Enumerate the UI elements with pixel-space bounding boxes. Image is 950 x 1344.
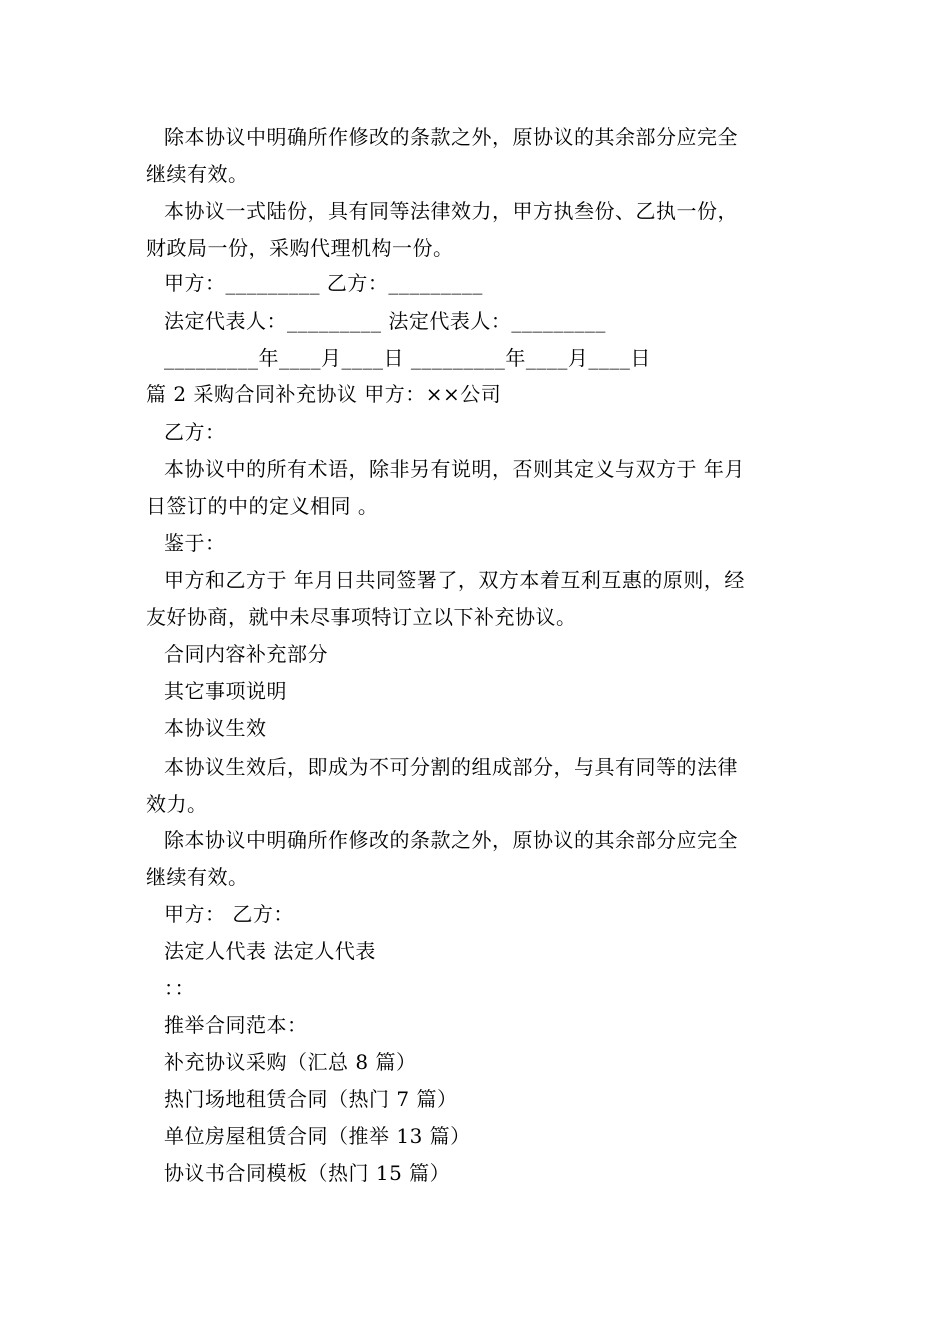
paragraph-line: 其它事项说明	[164, 679, 287, 703]
paragraph-line: 本协议一式陆份，具有同等法律效力，甲方执叁份、乙执一份，	[164, 199, 738, 223]
paragraph-line: 日签订的中的定义相同 。	[146, 494, 379, 518]
paragraph-line: 除本协议中明确所作修改的条款之外，原协议的其余部分应完全	[164, 125, 738, 149]
paragraph-line: 本协议生效后，即成为不可分割的组成部分，与具有同等的法律	[164, 755, 738, 779]
recommend-link[interactable]: 单位房屋租赁合同（推举 13 篇）	[164, 1124, 471, 1148]
paragraph-line: 财政局一份，采购代理机构一份。	[146, 236, 454, 260]
paragraph-line: 乙方：	[164, 420, 226, 444]
recommend-link[interactable]: 热门场地租赁合同（热门 7 篇）	[164, 1087, 458, 1111]
paragraph-line: 甲方和乙方于 年月日共同签署了，双方本着互利互惠的原则，经	[164, 568, 745, 592]
signature-line: 甲方： 乙方：	[164, 902, 294, 926]
paragraph-line: 效力。	[146, 792, 208, 816]
paragraph-line: 继续有效。	[146, 865, 249, 889]
recommend-heading: 推举合同范本：	[164, 1013, 308, 1037]
signature-line: 法定代表人：_________ 法定代表人：_________	[164, 309, 606, 333]
date-line: _________年____月____日 _________年____月____日	[164, 346, 651, 370]
recommend-link[interactable]: 补充协议采购（汇总 8 篇）	[164, 1050, 417, 1074]
paragraph-line: 鉴于：	[164, 531, 226, 555]
paragraph-line: 本协议中的所有术语，除非另有说明，否则其定义与双方于 年月	[164, 457, 745, 481]
paragraph-line: 继续有效。	[146, 162, 249, 186]
signature-line: 甲方：_________ 乙方：_________	[164, 271, 483, 295]
signature-line: ：：	[164, 976, 195, 1000]
paragraph-line: 本协议生效	[164, 716, 267, 740]
paragraph-line: 友好协商，就中未尽事项特订立以下补充协议。	[146, 605, 577, 629]
signature-line: 法定人代表 法定人代表	[164, 939, 376, 963]
paragraph-line: 合同内容补充部分	[164, 642, 328, 666]
recommend-link[interactable]: 协议书合同模板（热门 15 篇）	[164, 1161, 451, 1185]
paragraph-line: 除本协议中明确所作修改的条款之外，原协议的其余部分应完全	[164, 828, 738, 852]
section-heading: 篇 2 采购合同补充协议 甲方：××公司	[146, 382, 502, 406]
